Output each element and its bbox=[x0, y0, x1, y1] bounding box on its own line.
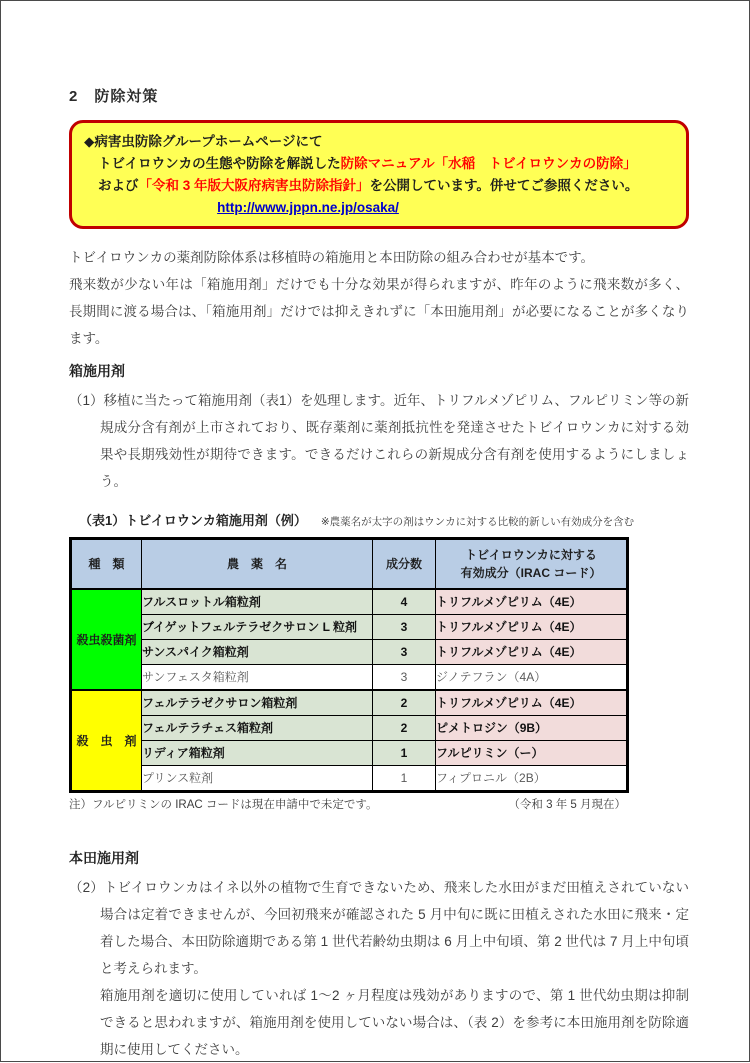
table-row bbox=[71, 690, 628, 716]
table-row bbox=[71, 716, 628, 741]
notice-homepage-line: ◆病害虫防除グループホームページにて bbox=[84, 134, 323, 149]
page-title: 2 防除対策 bbox=[69, 88, 159, 105]
table-row bbox=[71, 665, 628, 691]
table1-footnote-date: （令和 3 年 5 月現在） bbox=[508, 799, 626, 811]
notice-guideline-plain-start: および bbox=[98, 178, 139, 193]
notice-box bbox=[69, 120, 689, 229]
table1-footnote-row bbox=[69, 797, 626, 813]
active-ingredient-cell: トリフルメゾピリム（4E） bbox=[436, 589, 628, 615]
pesticide-name-cell: フルスロットル箱粒剤 bbox=[142, 589, 373, 615]
notice-guideline-title: 「令和 3 年版大阪府病害虫防除指針」 bbox=[138, 178, 370, 193]
box-agents-item-number: （1） bbox=[69, 393, 104, 408]
notice-guideline-line bbox=[84, 175, 672, 197]
section-heading-box-agents: 箱施用剤 bbox=[69, 363, 125, 379]
intro-paragraph-1: トビイロウンカの薬剤防除体系は移植時の箱施用と本田防除の組み合わせが基本です。 bbox=[69, 250, 595, 265]
pesticide-name-cell: サンフェスタ箱粒剤 bbox=[142, 665, 373, 691]
component-count-cell: 1 bbox=[373, 741, 436, 766]
pesticide-name-cell: ブイゲットフェルテラゼクサロン L 粒剤 bbox=[142, 615, 373, 640]
section-heading-field-agents: 本田施用剤 bbox=[69, 850, 139, 866]
pesticide-table bbox=[69, 537, 629, 793]
table-row bbox=[71, 741, 628, 766]
component-count-cell: 4 bbox=[373, 589, 436, 615]
notice-manual-plain-text: トビイロウンカの生態や防除を解説した bbox=[98, 156, 341, 171]
notice-guideline-plain-end: を公開しています。併せてご参照ください。 bbox=[369, 178, 639, 193]
col-header-ingredient bbox=[436, 539, 628, 590]
component-count-cell: 2 bbox=[373, 690, 436, 716]
table-row bbox=[71, 589, 628, 615]
col-header-type: 種 類 bbox=[71, 539, 142, 590]
table1-caption-note: ※農薬名が太字の剤はウンカに対する比較的新しい有効成分を含む bbox=[320, 516, 635, 528]
page bbox=[1, 1, 749, 1063]
table1-footnote: 注）フルピリミンの IRAC コードは現在申請中で未定です。 bbox=[69, 799, 378, 811]
field-paragraph-1 bbox=[69, 874, 689, 982]
active-ingredient-cell: フィプロニル（2B） bbox=[436, 766, 628, 792]
col-header-count: 成分数 bbox=[373, 539, 436, 590]
col-header-ingredient-line2: 有効成分（IRAC コード） bbox=[460, 566, 602, 580]
box-agents-item-text: 移植に当たって箱施用剤（表1）を処理します。近年、トリフルメゾピリム、フルピリミン等の新規成分含有剤が上市されており、既存薬剤に薬剤抵抗性を発達させたトビイロウンカに対する効果や長期残効性が期待できます。できるだけこれらの新規成分含有剤を使用するようにしましょう。 bbox=[100, 393, 689, 489]
notice-manual-title: 防除マニュアル「水稲 トビイロウンカの防除」 bbox=[340, 156, 637, 171]
group-cell-insecticide: 殺 虫 剤 bbox=[71, 690, 142, 792]
field-paragraph-2: 箱施用剤を適切に使用していれば 1～2 ヶ月程度は残効がありますので、第 1 世代幼虫期は抑制できると思われますが、箱施用剤を使用していない場合は、（表 2）を参考に本田施用剤を防除適期に使用してください。 bbox=[100, 988, 689, 1057]
intro-paragraph-2: 飛来数が少ない年は「箱施用剤」だけでも十分な効果が得られますが、昨年のように飛来数が多く、長期間に渡る場合は、「箱施用剤」だけでは抑えきれずに「本田施用剤」が必要になることが多くなります。 bbox=[69, 277, 689, 346]
notice-link-line bbox=[84, 197, 672, 219]
box-agents-paragraph bbox=[69, 387, 689, 495]
col-header-ingredient-line1: トビイロウンカに対する bbox=[465, 548, 597, 562]
group-cell-insecticide-fungicide: 殺虫殺菌剤 bbox=[71, 589, 142, 690]
notice-manual-line bbox=[84, 153, 672, 175]
field-item-number: （2） bbox=[69, 880, 104, 895]
component-count-cell: 3 bbox=[373, 615, 436, 640]
active-ingredient-cell: トリフルメゾピリム（4E） bbox=[436, 690, 628, 716]
pesticide-name-cell: フェルテラチェス箱粒剤 bbox=[142, 716, 373, 741]
component-count-cell: 3 bbox=[373, 640, 436, 665]
active-ingredient-cell: ジノテフラン（4A） bbox=[436, 665, 628, 691]
active-ingredient-cell: フルピリミン（ー） bbox=[436, 741, 628, 766]
component-count-cell: 2 bbox=[373, 716, 436, 741]
table-row bbox=[71, 615, 628, 640]
pesticide-name-cell: サンスパイク箱粒剤 bbox=[142, 640, 373, 665]
active-ingredient-cell: トリフルメゾピリム（4E） bbox=[436, 615, 628, 640]
field-item-text-1: トビイロウンカはイネ以外の植物で生育できないため、飛来した水田がまだ田植えされていない場合は定着できませんが、今回初飛来が確認された 5 月中旬に既に田植えされた水田に飛来・定着した場合、本田防除適期である第 1 世代若齢幼虫期は 6 月上中旬頃、第 2 世代は 7 月上中旬頃と考えられます。 bbox=[100, 880, 689, 976]
pesticide-name-cell: リディア箱粒剤 bbox=[142, 741, 373, 766]
pesticide-name-cell: プリンス粒剤 bbox=[142, 766, 373, 792]
table1-caption: （表1）トビイロウンカ箱施用剤（例） bbox=[79, 513, 307, 528]
component-count-cell: 1 bbox=[373, 766, 436, 792]
component-count-cell: 3 bbox=[373, 665, 436, 691]
pesticide-name-cell: フェルテラゼクサロン箱粒剤 bbox=[142, 690, 373, 716]
table-header-row bbox=[71, 539, 628, 590]
col-header-name: 農 薬 名 bbox=[142, 539, 373, 590]
table-row bbox=[71, 640, 628, 665]
homepage-link[interactable]: http://www.jppn.ne.jp/osaka/ bbox=[217, 200, 399, 215]
active-ingredient-cell: トリフルメゾピリム（4E） bbox=[436, 640, 628, 665]
table1-caption-row bbox=[79, 511, 689, 532]
active-ingredient-cell: ピメトロジン（9B） bbox=[436, 716, 628, 741]
table-row bbox=[71, 766, 628, 792]
